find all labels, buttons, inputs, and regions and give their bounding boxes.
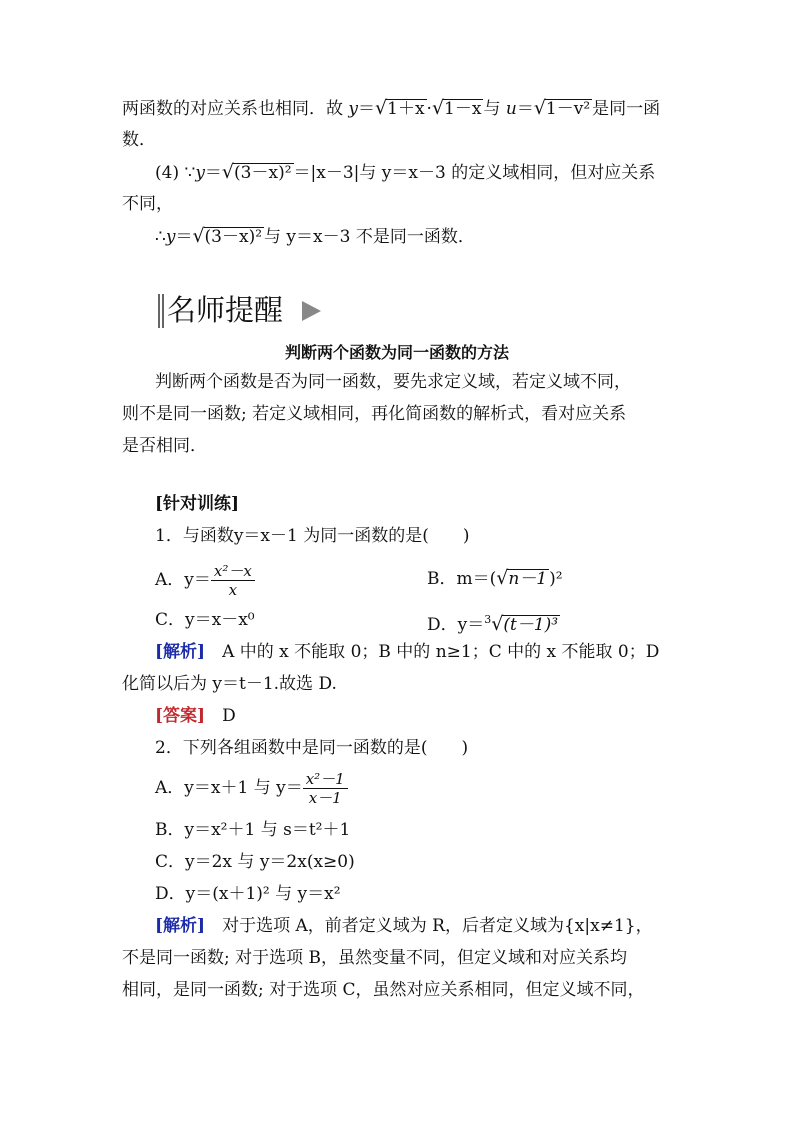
analysis-tag: [解析] [155, 642, 206, 662]
q2-option-d: D．y＝(x＋1)² 与 y＝x² [155, 884, 341, 904]
text-line-5 [155, 224, 475, 249]
section-title: 名师提醒 [167, 293, 284, 327]
tip-paragraph-line-2: 则不是同一函数; 若定义域相同，再化简函数的解析式，看对应关系 [122, 404, 627, 424]
var-y: y [165, 227, 176, 247]
text: 对于选项 A，前者定义域为 R，后者定义域为{x|x≠1}， [222, 916, 653, 936]
radicand: (3－x)² [204, 227, 263, 247]
q2-analysis-line-1 [155, 914, 653, 938]
q2-option-a [155, 768, 348, 808]
answer-tag: [答案] [155, 706, 206, 726]
q1-answer [155, 704, 236, 728]
radical-sign: √ [491, 613, 504, 635]
question-1: 1．与函数y＝x－1 为同一函数的是( ) [155, 526, 470, 546]
numerator: x²－x [211, 562, 255, 581]
text: D．y＝ [427, 615, 485, 635]
tip-paragraph-line-3: 是否相同． [122, 436, 207, 456]
text: 与 y＝x－3 不是同一函数． [264, 227, 475, 247]
tip-heading: 判断两个函数为同一函数的方法 [284, 343, 509, 362]
radicand: (3－x)² [234, 163, 292, 183]
dot: · [426, 99, 432, 119]
q2-analysis-line-2: 不是同一函数; 对于选项 B，虽然变量不同，但定义域和对应关系均 [122, 948, 628, 968]
text: B．m＝( [427, 569, 497, 589]
eq: ＝ [204, 163, 222, 183]
text: A 中的 x 不能取 0；B 中的 n≥1；C 中的 x 不能取 0；D [222, 642, 660, 662]
radical-sign: √ [533, 97, 546, 119]
question-2: 2．下列各组函数中是同一函数的是( ) [155, 738, 469, 758]
text: 与 [483, 99, 506, 119]
q1-analysis-line-2: 化简以后为 y＝t－1.故选 D. [122, 674, 337, 694]
radical-sign: √ [496, 567, 509, 589]
denominator: x－1 [308, 789, 342, 807]
q1-analysis-line-1 [155, 640, 659, 664]
text-line-4: 不同， [122, 194, 173, 214]
q2-analysis-line-3: 相同，是同一函数; 对于选项 C，虽然对应关系相同，但定义域不同， [122, 980, 645, 1000]
radicand: 1－x [444, 99, 482, 119]
radical-sign: √ [221, 161, 235, 183]
text: )² [549, 569, 563, 589]
practice-tag: [针对训练] [155, 494, 240, 514]
text: A．y＝x＋1 与 y＝ [155, 778, 303, 798]
radical-sign: √ [431, 97, 445, 119]
text: (4) ∵ [155, 163, 196, 183]
text-line-3 [155, 160, 655, 185]
q1-option-d [427, 608, 560, 637]
q1-option-b [427, 566, 563, 591]
var-u: u [505, 99, 517, 119]
section-bar-decoration [158, 294, 164, 328]
eq: ＝ [516, 99, 534, 119]
q1-option-c: C．y＝x－x⁰ [155, 610, 255, 630]
radicand: 1－v² [545, 99, 591, 119]
analysis-tag: [解析] [155, 916, 206, 936]
text: ＝|x－3|与 y＝x－3 的定义域相同，但对应关系 [293, 163, 656, 183]
text: A．y＝ [155, 570, 211, 590]
text: 两函数的对应关系也相同．故 [122, 99, 349, 119]
fraction [303, 770, 348, 807]
triangle-arrow-icon [302, 301, 321, 321]
root-index: 3 [484, 613, 492, 626]
text: ∴ [155, 227, 166, 247]
q2-option-b: B．y＝x²＋1 与 s＝t²＋1 [155, 820, 351, 840]
tip-paragraph-line-1: 判断两个函数是否为同一函数，要先求定义域，若定义域不同， [155, 372, 631, 392]
fraction [211, 562, 255, 599]
answer-value: D [222, 706, 236, 726]
radicand: 1＋x [387, 99, 425, 119]
radicand: n－1 [508, 569, 548, 589]
q1-option-a [155, 560, 255, 600]
var-y: y [348, 99, 359, 119]
eq: ＝ [175, 227, 193, 247]
text: 是同一函 [592, 99, 661, 119]
denominator: x [228, 581, 238, 599]
eq: ＝ [358, 99, 376, 119]
var-y: y [195, 163, 205, 183]
q2-option-c: C．y＝2x 与 y＝2x(x≥0) [155, 852, 355, 872]
numerator: x²－1 [303, 770, 348, 789]
radicand: (t－1)³ [503, 615, 559, 635]
radical-sign: √ [375, 97, 388, 119]
radical-sign: √ [192, 225, 205, 247]
text-line-2: 数． [122, 130, 156, 150]
text-line-1 [122, 96, 660, 121]
